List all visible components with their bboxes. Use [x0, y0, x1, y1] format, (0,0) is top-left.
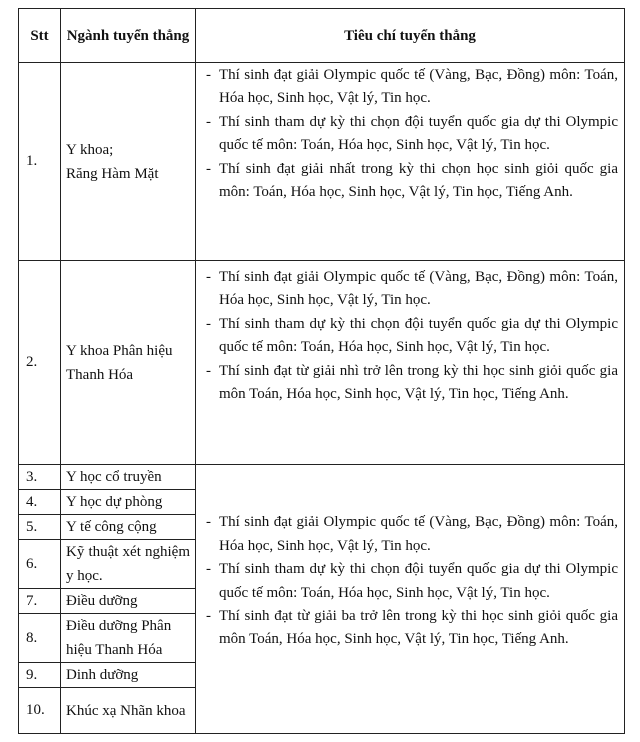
criteria-item: - Thí sinh tham dự kỳ thi chọn đội tuyển quốc gia dự thi Olympic quốc tế môn: Toán, Hóa học, Sinh học, Vật lý, Tin học.	[206, 111, 618, 158]
major-line: Răng Hàm Mặt	[66, 165, 159, 182]
header-major: Ngành tuyển thẳng	[61, 9, 196, 63]
criteria-item: - Thí sinh đạt giải Olympic quốc tế (Vàng, Bạc, Đồng) môn: Toán, Hóa học, Sinh học, Vật lý, Tin học.	[206, 64, 618, 111]
row-major: Y học dự phòng	[61, 490, 196, 515]
row-stt: 4.	[19, 490, 61, 515]
criteria-item: - Thí sinh tham dự kỳ thi chọn đội tuyển quốc gia dự thi Olympic quốc tế môn: Toán, Hóa học, Sinh học, Vật lý, Tin học.	[206, 313, 618, 360]
header-criteria: Tiêu chí tuyển thẳng	[196, 9, 625, 63]
row-major	[61, 63, 196, 261]
row-major: Kỹ thuật xét nghiệm y học.	[61, 540, 196, 589]
criteria-item: - Thí sinh tham dự kỳ thi chọn đội tuyển quốc gia dự thi Olympic quốc tế môn: Toán, Hóa học, Sinh học, Vật lý, Tin học.	[206, 558, 618, 605]
row-criteria	[196, 261, 625, 465]
criteria-item: - Thí sinh đạt giải Olympic quốc tế (Vàng, Bạc, Đồng) môn: Toán, Hóa học, Sinh học, Vật lý, Tin học.	[206, 511, 618, 558]
header-row	[19, 9, 625, 63]
table-row	[19, 261, 625, 465]
table-row	[19, 63, 625, 261]
row-stt: 7.	[19, 589, 61, 614]
criteria-item: - Thí sinh đạt giải nhất trong kỳ thi chọn học sinh giỏi quốc gia môn: Toán, Hóa học, Sinh học, Vật lý, Tin học, Tiếng Anh.	[206, 158, 618, 205]
row-major: Y tế công cộng	[61, 515, 196, 540]
row-criteria	[196, 63, 625, 261]
row-major: Y học cổ truyền	[61, 465, 196, 490]
row-stt: 3.	[19, 465, 61, 490]
table-row	[19, 465, 625, 490]
row-criteria	[196, 465, 625, 734]
row-stt: 10.	[19, 688, 61, 734]
criteria-list	[206, 64, 618, 204]
row-stt: 1.	[19, 63, 61, 261]
row-stt: 2.	[19, 261, 61, 465]
row-major: Khúc xạ Nhãn khoa	[61, 688, 196, 734]
criteria-item: - Thí sinh đạt từ giải ba trở lên trong kỳ thi học sinh giỏi quốc gia môn Toán, Hóa học, Sinh học, Vật lý, Tin học, Tiếng Anh.	[206, 605, 618, 652]
criteria-list	[206, 266, 618, 406]
criteria-item: - Thí sinh đạt từ giải nhì trở lên trong kỳ thi học sinh giỏi quốc gia môn Toán, Hóa học, Sinh học, Vật lý, Tin học, Tiếng Anh.	[206, 360, 618, 407]
row-stt: 5.	[19, 515, 61, 540]
row-stt: 8.	[19, 614, 61, 663]
row-major: Điều dưỡng Phân hiệu Thanh Hóa	[61, 614, 196, 663]
row-stt: 9.	[19, 663, 61, 688]
row-major: Y khoa Phân hiệu Thanh Hóa	[61, 261, 196, 465]
admission-criteria-table	[18, 8, 625, 734]
row-stt: 6.	[19, 540, 61, 589]
row-major: Dinh dưỡng	[61, 663, 196, 688]
row-major: Điều dưỡng	[61, 589, 196, 614]
header-stt: Stt	[19, 9, 61, 63]
criteria-list	[206, 511, 618, 651]
criteria-item: - Thí sinh đạt giải Olympic quốc tế (Vàng, Bạc, Đồng) môn: Toán, Hóa học, Sinh học, Vật lý, Tin học.	[206, 266, 618, 313]
major-line: Y khoa;	[66, 141, 114, 158]
